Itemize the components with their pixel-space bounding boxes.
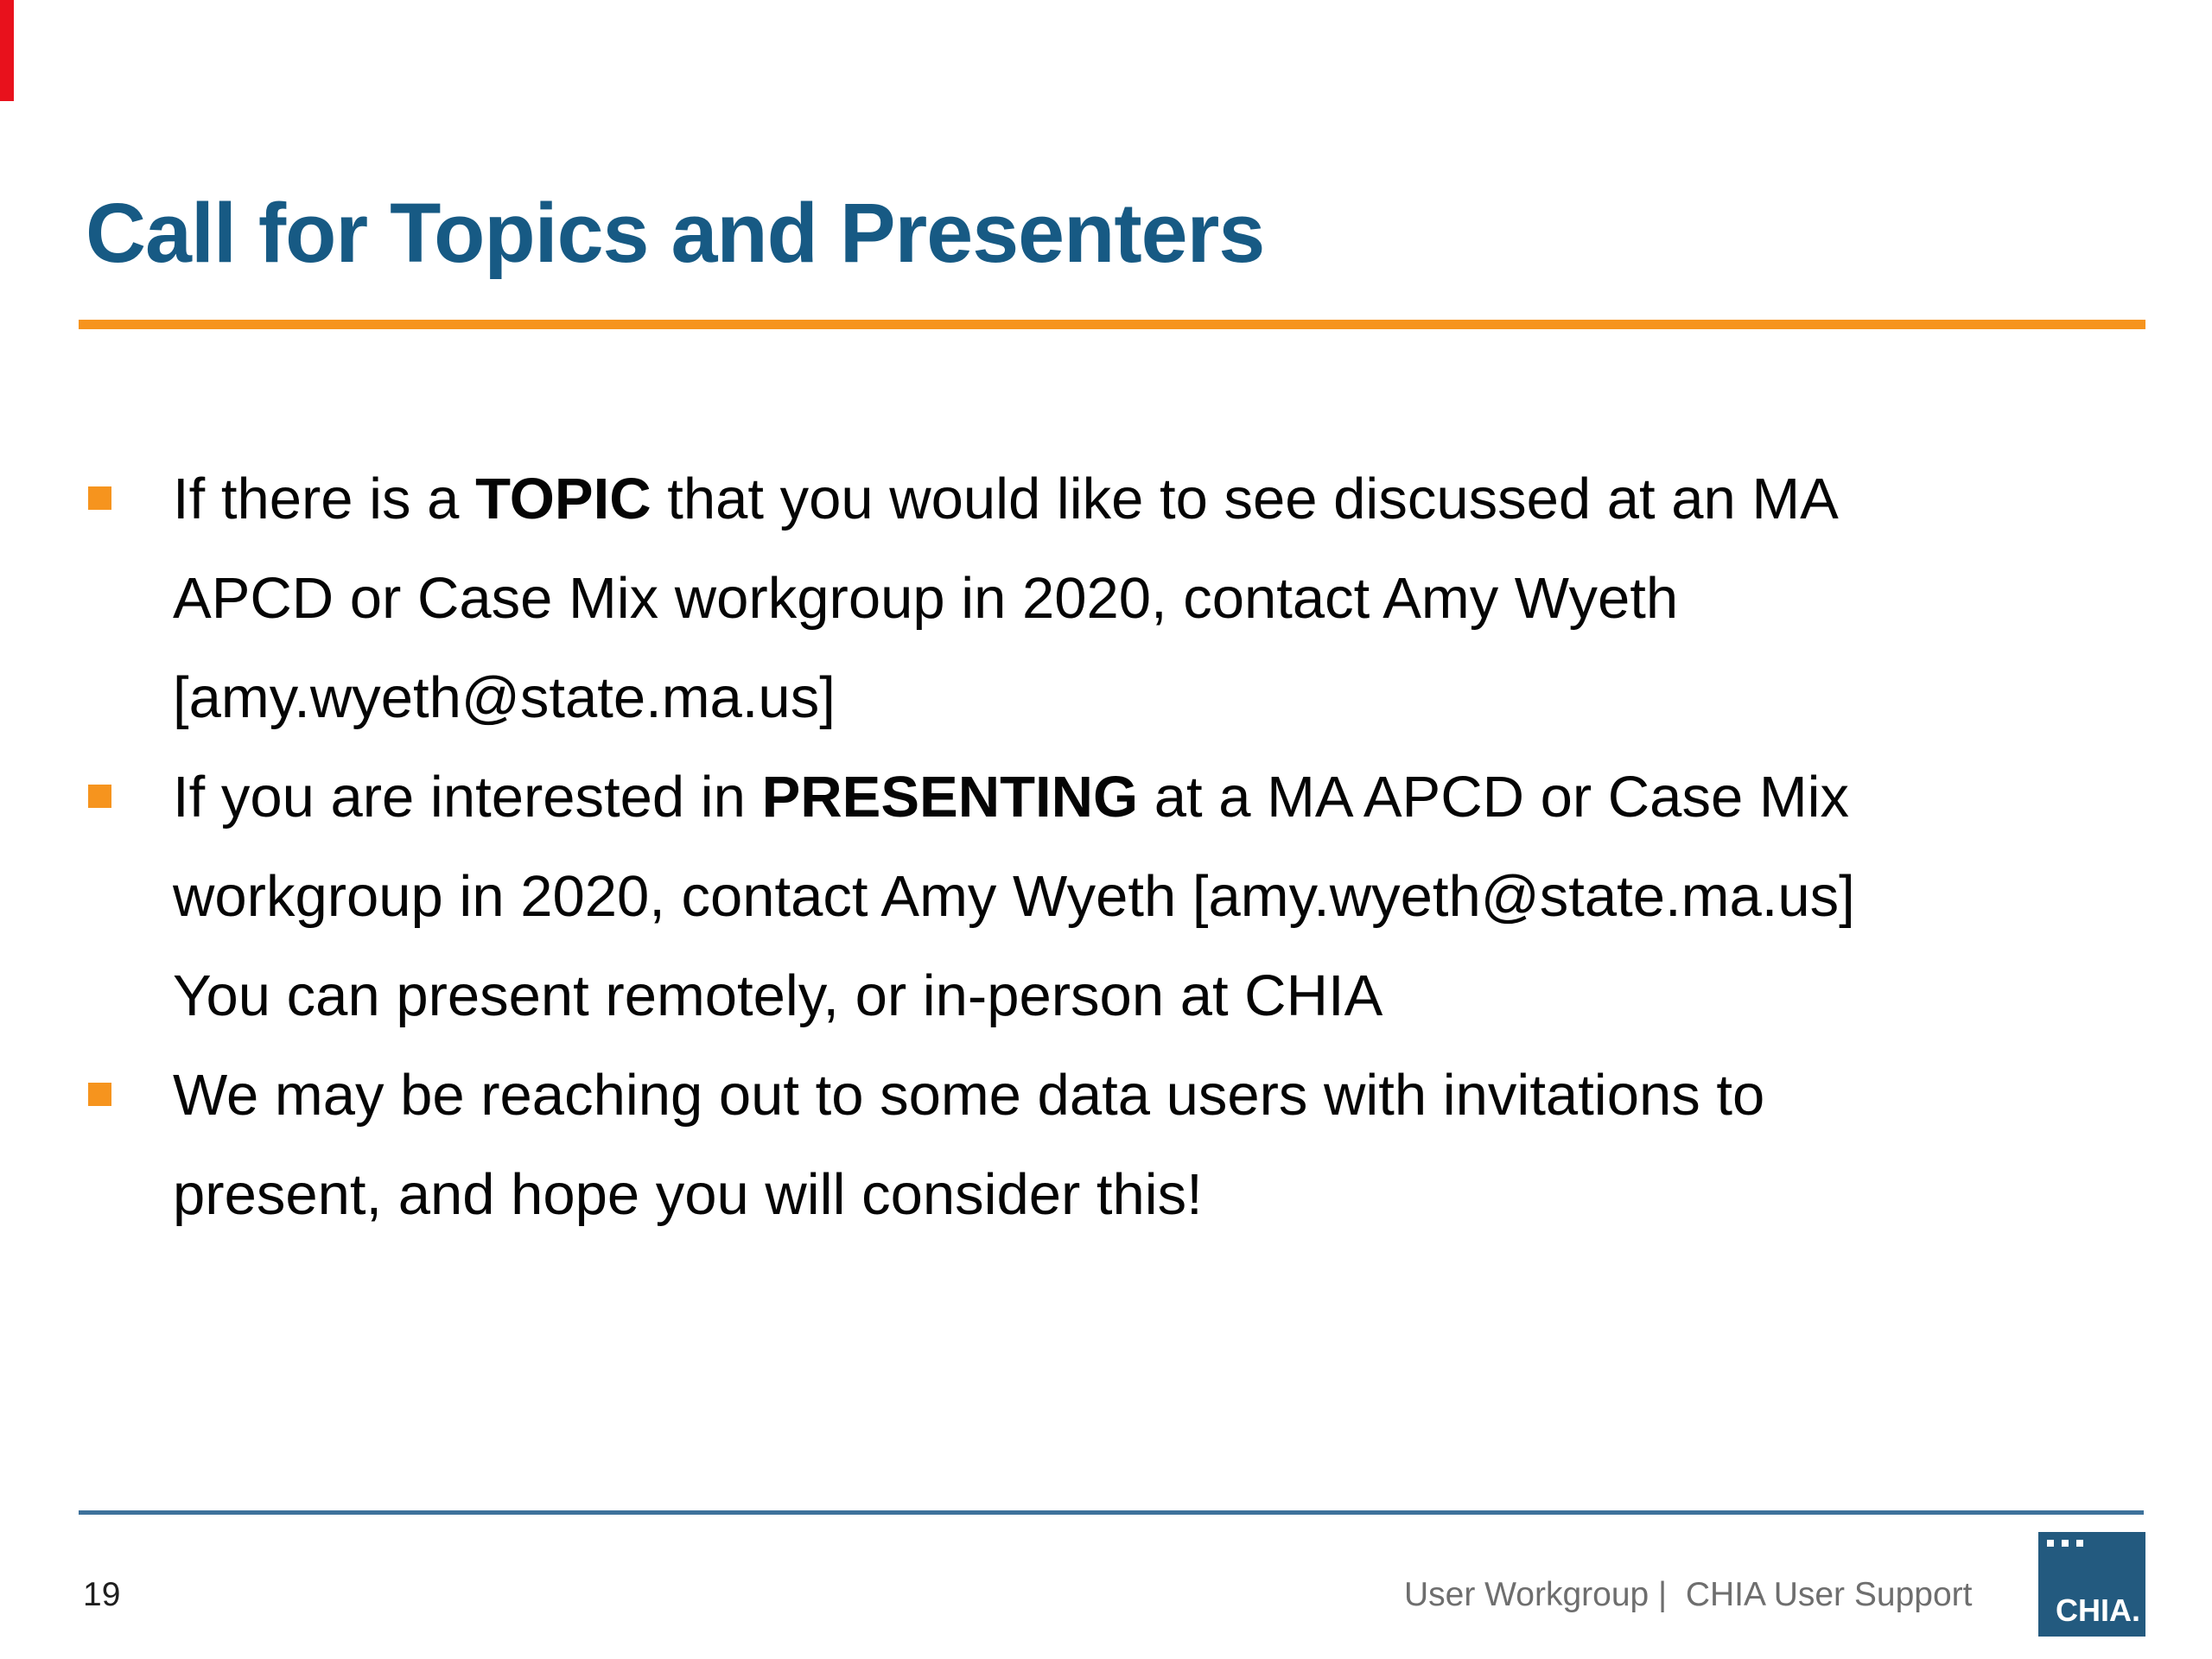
dot-icon (2062, 1540, 2069, 1547)
red-accent-bar (0, 0, 14, 101)
dot-icon (2076, 1540, 2083, 1547)
bullet-square-icon (88, 1083, 111, 1106)
logo-wordmark: CHIA. (2056, 1592, 2140, 1628)
bullet-item-presenting (86, 747, 2126, 1046)
bullet-line: [amy.wyeth@state.ma.us] (173, 665, 836, 730)
dot-icon (2047, 1540, 2054, 1547)
bullet-text: at a MA APCD or Case Mix (1138, 765, 1850, 830)
bullet-line: You can present remotely, or in-person at CHIA (173, 963, 1383, 1028)
bullet-text-bold: TOPIC (475, 467, 652, 531)
bullet-line (173, 747, 2126, 847)
title-underline-rule (79, 320, 2145, 329)
footer-caption: User Workgroup | CHIA User Support (1404, 1576, 1973, 1613)
bullet-text: that you would like to see discussed at an MA (651, 467, 1839, 531)
bullet-text: If you are interested in (173, 765, 762, 830)
logo-dots-icon (2047, 1540, 2083, 1547)
bullet-line (173, 449, 2126, 549)
bullet-text: If there is a (173, 467, 476, 531)
bullet-line: workgroup in 2020, contact Amy Wyeth [amy.wyeth@state.ma.us] (173, 864, 1855, 929)
bullet-square-icon (88, 785, 111, 808)
footer-divider-rule (79, 1510, 2144, 1515)
bullet-list (86, 449, 2126, 1244)
bullet-line: We may be reaching out to some data users with invitations to (173, 1063, 1765, 1128)
bullet-text-bold: PRESENTING (761, 765, 1139, 830)
page-number: 19 (83, 1576, 121, 1613)
bullet-line: APCD or Case Mix workgroup in 2020, contact Amy Wyeth (173, 566, 1679, 631)
bullet-line: present, and hope you will consider this! (173, 1162, 1203, 1227)
bullet-item-outreach (86, 1046, 2126, 1244)
bullet-square-icon (88, 486, 111, 510)
chia-logo (2038, 1532, 2145, 1637)
bullet-item-topic (86, 449, 2126, 747)
page-title: Call for Topics and Presenters (86, 186, 1265, 280)
